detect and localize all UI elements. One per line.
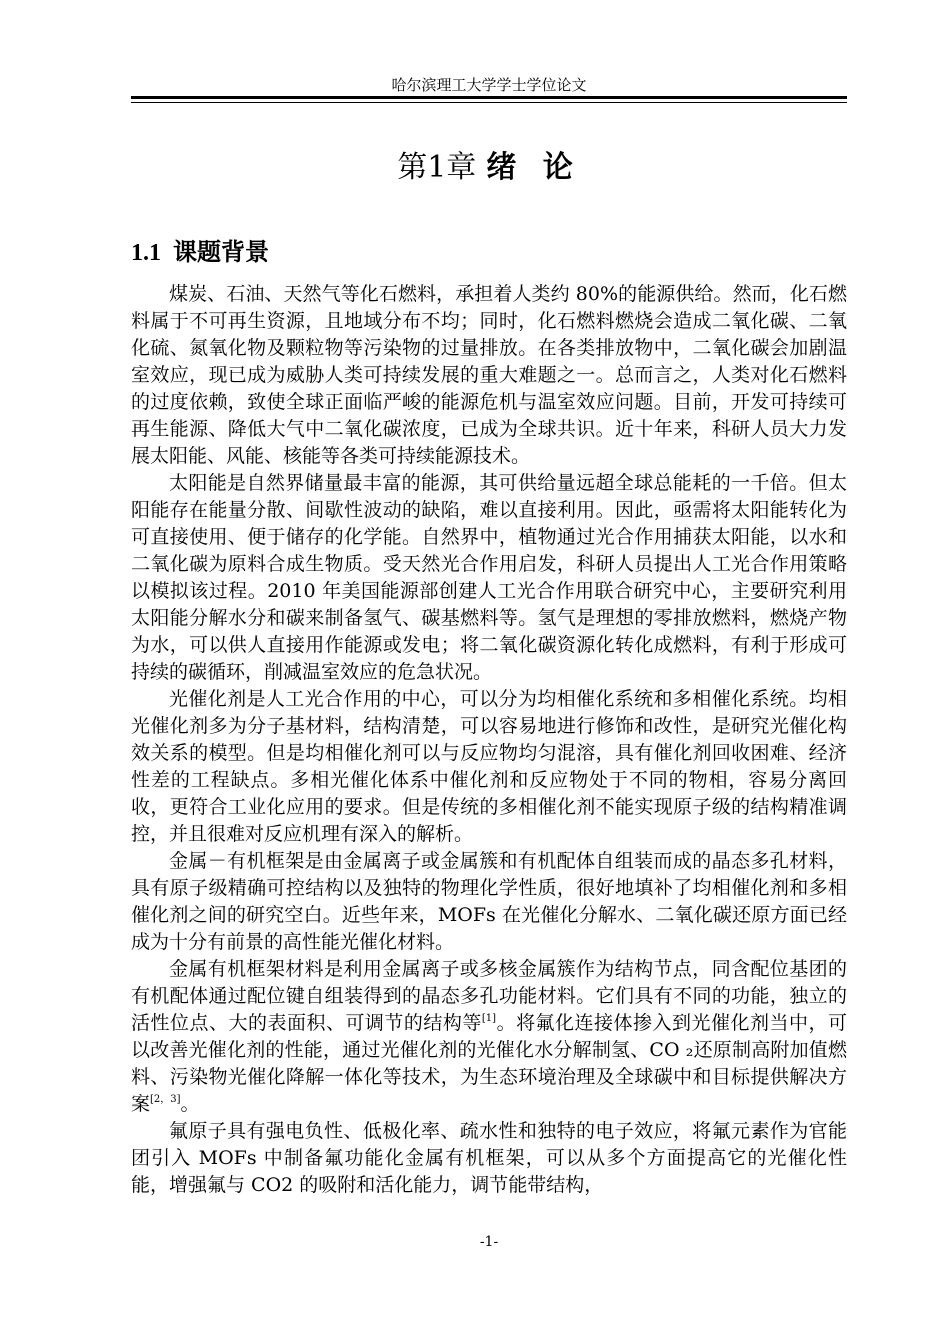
paragraph: 煤炭、石油、天然气等化石燃料，承担着人类约 80%的能源供给。然而，化石燃料属于不可再生资源，且地域分布不均；同时，化石燃料燃烧会造成二氧化碳、二氧化硫、氮氧化物及颗粒物等污染物的过量排放。在各类排放物中，二氧化碳会加剧温室效应，现已成为威胁人类可持续发展的重大难题之一。总而言之，人类对化石燃料的过度依赖，致使全球正面临严峻的能源危机与温室效应问题。目前，开发可持续可再生能源、降低大气中二氧化碳浓度，已成为全球共识。近十年来，科研人员大力发展太阳能、风能、核能等各类可持续能源技术。 [131, 283, 847, 467]
paragraph: 氟原子具有强电负性、低极化率、疏水性和独特的电子效应，将氟元素作为官能团引入 MOFs 中制备氟功能化金属有机框架，可以从多个方面提高它的光催化性能，增强氟与 CO2 的吸附和活化能力，调节能带结构， [131, 1120, 847, 1196]
body-text [131, 281, 847, 1199]
paragraph: 金属－有机框架是由金属离子或金属簇和有机配体自组装而成的晶态多孔材料，具有原子级精确可控结构以及独特的物理化学性质，很好地填补了均相催化剂和多相催化剂之间的研究空白。近些年来，MOFs 在光催化分解水、二氧化碳还原方面已经成为十分有前景的高性能光催化材料。 [131, 850, 847, 953]
paragraph [131, 956, 847, 1118]
running-header: 哈尔滨理工大学学士学位论文 [391, 76, 587, 94]
citation-ref: [1] [481, 1013, 497, 1024]
header-rule-thick [131, 96, 847, 99]
section-name: 课题背景 [173, 238, 269, 266]
paragraph: 光催化剂是人工光合作用的中心，可以分为均相催化系统和多相催化系统。均相光催化剂多为分子基材料，结构清楚，可以容易地进行修饰和改性，是研究光催化构效关系的模型。但是均相催化剂可以与反应物均匀混溶，具有催化剂回收困难、经济性差的工程缺点。多相光催化体系中催化剂和反应物处于不同的物相，容易分离回收，更符合工业化应用的要求。但是传统的多相催化剂不能实现原子级的结构精准调控，并且很难对反应机理有深入的解析。 [131, 688, 847, 845]
chapter-number: 第1章 [397, 150, 477, 185]
chapter-name: 绪 论 [486, 150, 581, 185]
section-number: 1.1 [131, 240, 161, 266]
page-number: -1- [479, 1234, 499, 1250]
paragraph: 太阳能是自然界储量最丰富的能源，其可供给量远超全球总能耗的一千倍。但太阳能存在能量分散、间歇性波动的缺陷，难以直接利用。因此，亟需将太阳能转化为可直接使用、便于储存的化学能。自然界中，植物通过光合作用捕获太阳能，以水和二氧化碳为原料合成生物质。受天然光合作用启发，科研人员提出人工光合作用策略以模拟该过程。2010 年美国能源部创建人工光合作用联合研究中心，主要研究利用太阳能分解水分和碳来制备氢气、碳基燃料等。氢气是理想的零排放燃料，燃烧产物为水，可以供人直接用作能源或发电；将二氧化碳资源化转化成燃料，有利于形成可持续的碳循环，削减温室效应的危急状况。 [131, 472, 847, 683]
chapter-title [131, 142, 847, 186]
citation-ref: [2，3] [150, 1094, 181, 1105]
header-rule-thin [131, 102, 847, 103]
section-title [131, 232, 269, 267]
paragraph-text: 。 [180, 1093, 200, 1115]
paragraph-text: 金属有机框架材料是利用金属离子或多核金属簇作为结构节点，同含配位基团的有机配体通过配位键自组装得到的晶态多孔功能材料。它们具有不同的功能，独立的活性位点、大的表面积、可调节的结构等 [131, 958, 847, 1034]
paragraph-text: 。将氟化连接体掺入到光催化剂当中，可以改善光催化剂的性能，通过光催化剂的光催化水分解制氢、CO ₂还原制高附加值燃料、污染物光催化降解一体化等技术，为生态环境治理及全球碳中和目标提供解决方案 [131, 1012, 847, 1115]
